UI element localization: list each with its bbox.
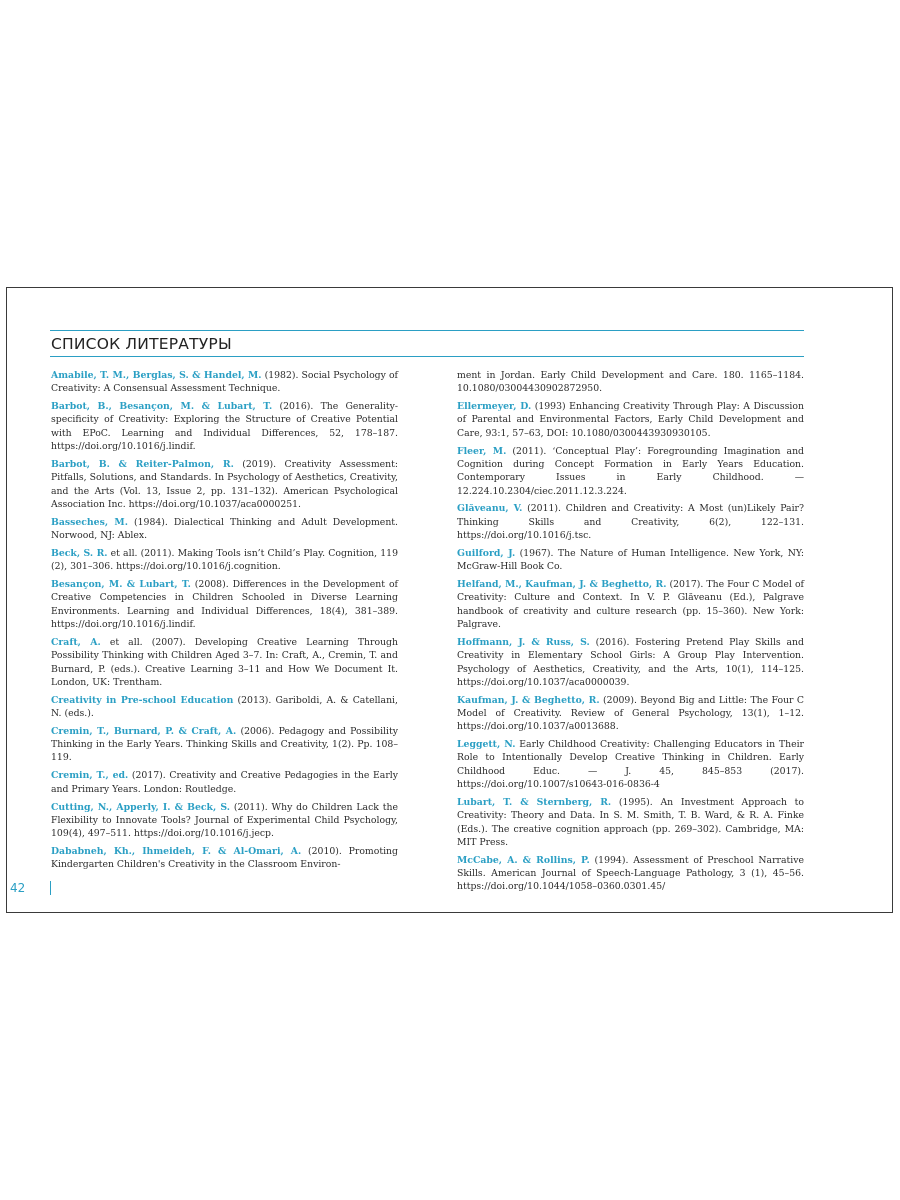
reference-text: (2011). ‘Conceptual Play’: Foregrounding Imagination and Cognition during Concept Formation in Early Years Education. Contemporary Issues in Early Childhood. — 12.224.10.2304/ciec.2011.12.3.224. (457, 445, 805, 497)
reference-entry (51, 694, 398, 721)
reference-author: Helfand, M., Kaufman, J. & Beghetto, R. (457, 579, 667, 591)
reference-text: et all. (2007). Developing Creative Learning Through Possibility Thinking with Children Aged 3–7. In: Craft, A., Cremin, T. and Burnard, P. (eds.). Creative Learning 3–11 and How We Document It. London, UK: Trentham. (51, 636, 398, 688)
reference-entry (51, 801, 398, 841)
reference-text: (2011). Children and Creativity: A Most (un)Likely Pair? Thinking Skills and Creativity, 6(2), 122–131. https://doi.org/10.1016/j.tsc. (457, 503, 804, 542)
reference-text: ment in Jordan. Early Child Development and Care. 180. 1165–1184. 10.1080/03004430902872950. (457, 370, 804, 395)
reference-text: (2016). The Generality-specificity of Creativity: Exploring the Structure of Creative Potential with EPoC. Learning and Individual Differences, 52, 178–187. https://doi.org/10.1016/j.lindif. (51, 401, 398, 453)
reference-text: (2006). Pedagogy and Possibility Thinking in the Early Years. Thinking Skills and Creativity, 1(2). Pp. 108–119. (51, 725, 398, 764)
reference-text: (1993) Enhancing Creativity Through Play: A Discussion of Parental and Environmental Factors, Early Child Development and Care, 93:1, 57–63, DOI: 10.1080/0300443930930105. (457, 401, 804, 439)
page-number: 42 (10, 881, 51, 895)
reference-author: Lubart, T. & Sternberg, R. (457, 796, 612, 808)
reference-author: Barbot, B., Besançon, M. & Lubart, T. (51, 401, 273, 413)
reference-author: Kaufman, J. & Beghetto, R. (457, 694, 600, 706)
reference-author: Fleer, M. (457, 445, 507, 457)
reference-author: Leggett, N. (457, 739, 516, 751)
reference-author: McCabe, A. & Rollins, P. (457, 854, 590, 866)
reference-author: Guilford, J. (457, 547, 516, 559)
reference-text: (2017). Creativity and Creative Pedagogies in the Early and Primary Years. London: Routledge. (51, 770, 398, 795)
reference-text: (2019). Creativity Assessment: Pitfalls, Solutions, and Standards. In Psychology of Aesthetics, Creativity, and the Arts (Vol. 13, Issue 2, pp. 131–132). American Psychological Association Inc. https://doi.org/10.1037/aca0000251. (51, 458, 398, 510)
reference-entry (457, 854, 804, 894)
reference-entry (51, 725, 398, 765)
heading-top-rule (50, 330, 804, 331)
reference-author: Hoffmann, J. & Russ, S. (457, 636, 590, 648)
reference-text: (1995). An Investment Approach to Creativity: Theory and Data. In S. M. Smith, T. B. Ward, & R. A. Finke (Eds.). The creative cognition approach (pp. 269–302). Cambridge, MA: MIT Press. (457, 796, 804, 848)
reference-text: (2016). Fostering Pretend Play Skills and Creativity in Elementary School Girls: A Group Play Intervention. Psychology of Aesthetics, Creativity, and the Arts, 10(1), 114–125. https://doi.org/10.1037/aca0000039. (457, 636, 804, 688)
reference-entry (457, 547, 804, 574)
reference-author: Creativity in Pre-school Education (51, 694, 234, 706)
reference-author: Cremin, T., Burnard, P. & Craft, A. (51, 725, 237, 737)
reference-entry (457, 694, 804, 734)
reference-entry (457, 636, 804, 689)
reference-entry (457, 738, 804, 791)
reference-entry (457, 445, 804, 498)
reference-author: Dababneh, Kh., Ihmeideh, F. & Al-Omari, A. (51, 846, 302, 858)
reference-entry (457, 502, 804, 542)
reference-author: Basseches, M. (51, 516, 128, 528)
heading-bottom-rule (50, 356, 804, 357)
reference-author: Ellermeyer, D. (457, 401, 532, 413)
reference-author: Besançon, M. & Lubart, T. (51, 579, 191, 591)
reference-author: Amabile, T. M., Berglas, S. & Handel, M. (51, 370, 262, 381)
reference-text: (2010). Promoting Kindergarten Children's Creativity in the Classroom Environ- (51, 846, 398, 871)
reference-entry (457, 578, 804, 631)
reference-text: (1994). Assessment of Preschool Narrative Skills. American Journal of Speech-Language Pathology, 3 (1), 45–56. https://doi.org/10.1044/1058–0360.0301.45/ (457, 854, 804, 893)
reference-author: Cremin, T., ed. (51, 770, 129, 782)
references-right-column (457, 369, 804, 898)
reference-text: (1984). Dialectical Thinking and Adult Development. Norwood, NJ: Ablex. (51, 516, 398, 542)
reference-text: (1982). Social Psychology of Creativity: A Consensual Assessment Technique. (51, 370, 398, 395)
reference-text: Early Childhood Creativity: Challenging Educators in Their Role to Intentionally Develop Creative Thinking in Children. Early Childhood Educ. — J. 45, 845–853 (2017). https://doi.org/10.1007/s10643-016-0836-4 (457, 739, 804, 791)
reference-text: (2011). Why do Children Lack the Flexibility to Innovate Tools? Journal of Experimental Child Psychology, 109(4), 497–511. https://doi.org/10.1016/j.jecp. (51, 801, 398, 840)
reference-entry (457, 369, 804, 396)
reference-entry (51, 400, 398, 453)
reference-entry (51, 516, 398, 543)
reference-entry (51, 369, 398, 396)
reference-text: et all. (2011). Making Tools isn’t Child’s Play. Cognition, 119 (2), 301–306. https://doi.org/10.1016/j.cognition. (51, 547, 399, 573)
reference-author: Craft, A. (51, 636, 101, 648)
reference-author: Cutting, N., Apperly, I. & Beck, S. (51, 801, 230, 813)
reference-author: Glăveanu, V. (457, 503, 523, 515)
reference-entry (51, 547, 398, 574)
reference-entry (51, 578, 398, 631)
reference-entry (457, 796, 804, 849)
references-left-column (51, 369, 398, 876)
reference-text: (2017). The Four C Model of Creativity: Culture and Context. In V. P. Glăveanu (Ed.), Palgrave handbook of creativity and culture research (pp. 15–360). New York: Palgrave. (457, 579, 804, 631)
page-heading: СПИСОК ЛИТЕРАТУРЫ (51, 335, 232, 353)
reference-entry (51, 636, 398, 689)
reference-author: Barbot, B. & Reiter-Palmon, R. (51, 458, 234, 470)
reference-entry (51, 458, 398, 511)
reference-text: (2009). Beyond Big and Little: The Four C Model of Creativity. Review of General Psychology, 13(1), 1–12. https://doi.org/10.1037/a0013688. (457, 694, 804, 733)
reference-text: (2008). Differences in the Development of Creative Competencies in Children Schooled in Diverse Learning Environments. Learning and Individual Differences, 18(4), 381–389. https://doi.org/10.1016/j.lindif. (51, 579, 398, 631)
reference-entry (51, 845, 398, 872)
reference-entry (457, 400, 804, 440)
reference-author: Beck, S. R. (51, 547, 108, 559)
reference-text: (1967). The Nature of Human Intelligence. New York, NY: McGraw-Hill Book Co. (457, 547, 804, 573)
reference-entry (51, 769, 398, 796)
reference-text: (2013). Gariboldi, A. & Catellani, N. (eds.). (51, 694, 398, 719)
